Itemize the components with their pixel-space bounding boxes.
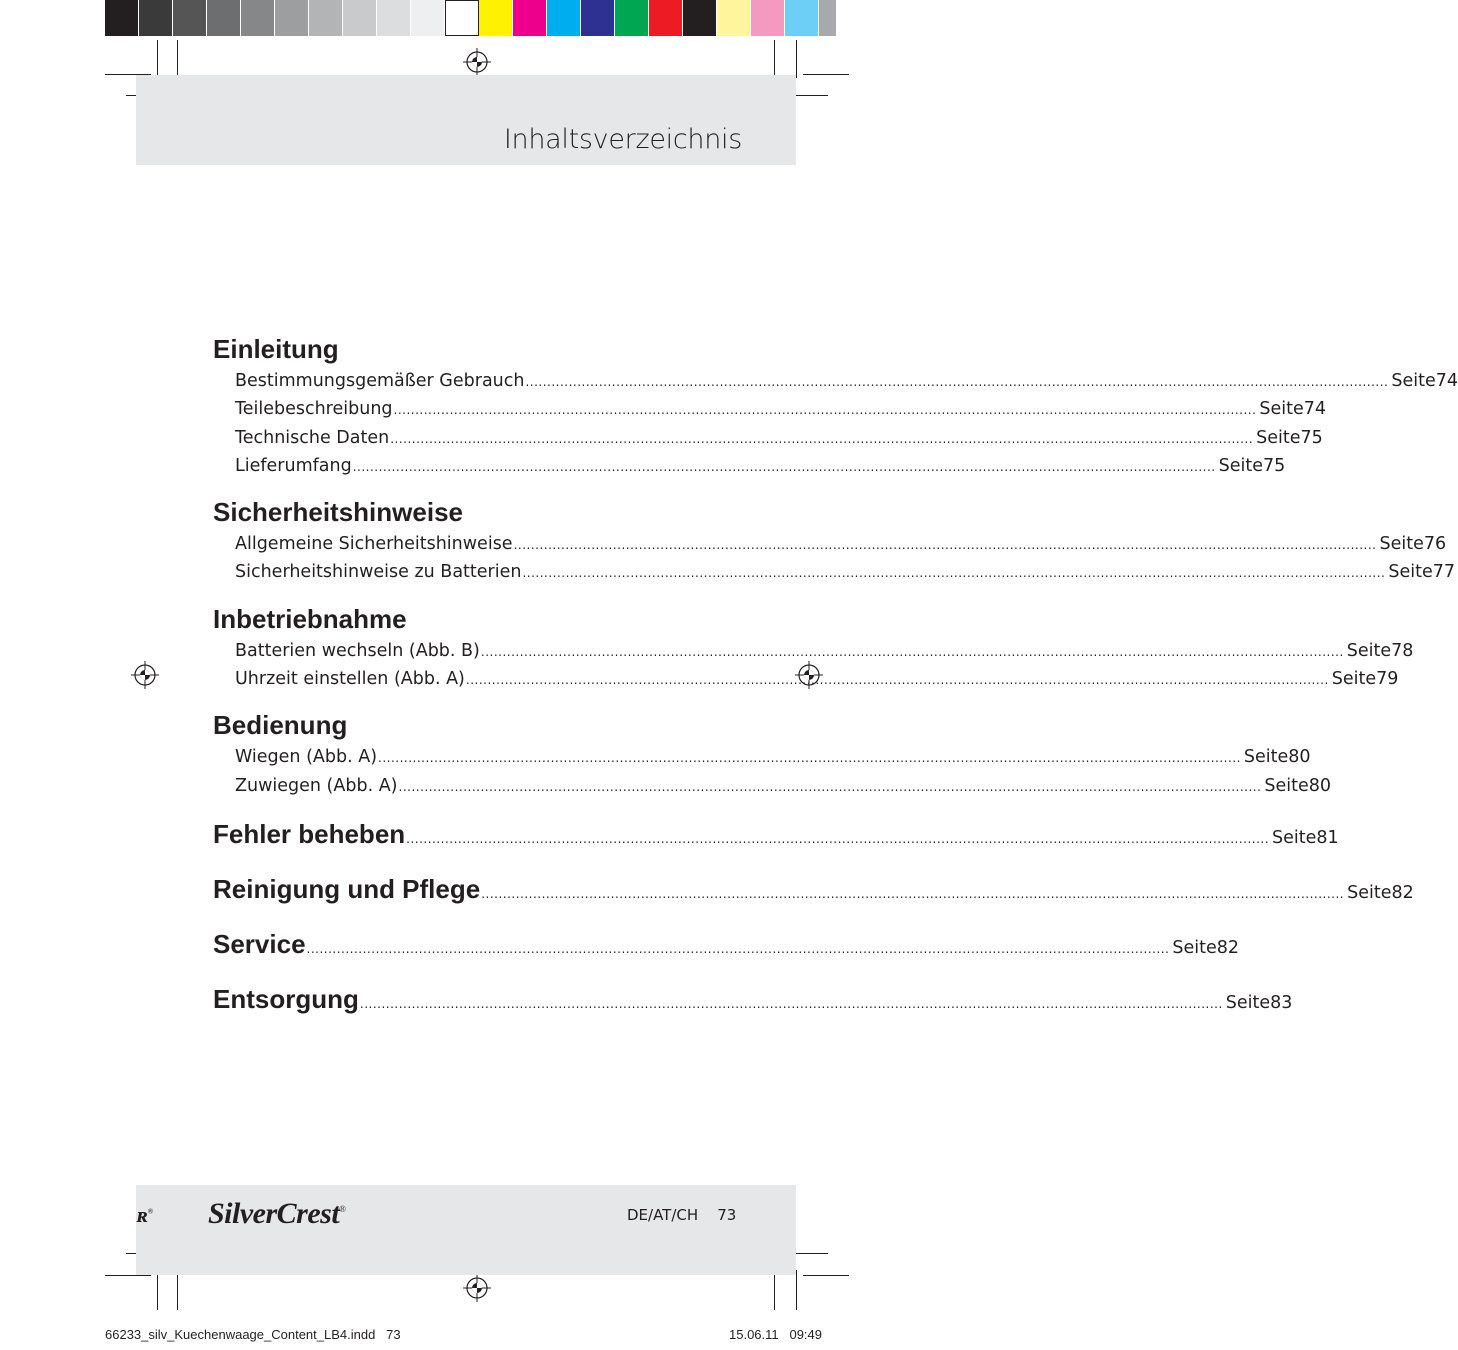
toc-entry-label: Sicherheitshinweise zu Batterien: [235, 562, 522, 583]
toc-entry: [213, 744, 1311, 772]
dot-leader: ........................................................................................................................................................................................................: [513, 538, 1377, 553]
color-swatch: [615, 0, 649, 36]
dot-leader: ........................................................................................................................................................................................................: [522, 566, 1386, 581]
toc-standalone-entry: [213, 980, 1293, 1018]
brand-logo: SilverCrest®: [208, 1197, 346, 1230]
color-swatch: [649, 0, 683, 36]
toc-page-number: 74: [1303, 399, 1327, 420]
toc-seite-label: Seite: [1391, 371, 1436, 391]
registration-mark-icon: [131, 661, 159, 689]
brand-name: SilverCrest: [208, 1197, 340, 1230]
crop-mark: [796, 40, 797, 78]
toc-seite-label: Seite: [1347, 882, 1392, 903]
color-swatch: [173, 0, 207, 36]
toc-page-number: 76: [1423, 534, 1447, 555]
toc-entry: [213, 638, 1414, 666]
toc-entry: [213, 773, 1332, 801]
toc-page-number: 82: [1391, 882, 1414, 903]
toc-entry-label: Bestimmungsgemäßer Gebrauch: [235, 371, 525, 391]
dot-leader: ........................................................................................................................................................................................................: [406, 831, 1270, 846]
toc-section: [213, 600, 1414, 695]
toc-entry-label: Zuwiegen (Abb. A): [235, 775, 398, 796]
page-title: Inhaltsverzeichnis: [503, 124, 742, 155]
color-swatch: [785, 0, 819, 36]
toc-seite-label: Seite: [1218, 455, 1263, 476]
crop-mark: [177, 1270, 178, 1310]
color-swatch: [683, 0, 717, 36]
toc-page-number: 78: [1391, 640, 1414, 661]
color-swatch: [207, 0, 241, 36]
crop-mark: [177, 40, 178, 78]
toc-page-number: 74: [1435, 371, 1458, 391]
toc-seite-label: Seite: [1264, 775, 1309, 796]
toc-seite-label: Seite: [1388, 562, 1433, 583]
toc-page-number: 82: [1216, 937, 1240, 958]
crop-mark: [803, 74, 849, 75]
registration-mark-icon: [463, 48, 491, 76]
color-swatch: [343, 0, 377, 36]
toc-entry-label: Wiegen (Abb. A): [235, 747, 378, 768]
toc-entry: [213, 531, 1447, 559]
color-swatch: [479, 0, 513, 36]
toc-entry-label: Uhrzeit einstellen (Abb. A): [235, 669, 465, 690]
toc-section-heading: Fehler beheben: [213, 818, 406, 849]
partial-logo: ʀ®: [137, 1202, 153, 1227]
toc-entry-label: Teilebeschreibung: [235, 399, 393, 420]
toc-seite-label: Seite: [1379, 534, 1424, 555]
toc-section: [213, 706, 1332, 801]
footer-region-page: DE/AT/CH 73: [627, 1206, 737, 1224]
toc-seite-label: Seite: [1256, 427, 1301, 448]
toc-entry: [213, 453, 1286, 481]
toc-page-number: 77: [1432, 562, 1455, 583]
dot-leader: ........................................................................................................................................................................................................: [378, 751, 1241, 766]
toc-page-number: 80: [1288, 747, 1311, 768]
color-swatch: [275, 0, 309, 36]
registration-mark-icon: [463, 1274, 491, 1302]
color-swatch: [241, 0, 275, 36]
color-swatch: [513, 0, 547, 36]
toc-section-heading: Service: [213, 928, 306, 959]
toc-standalone-entry: [213, 925, 1240, 963]
toc-entry: [213, 396, 1327, 424]
toc-seite-label: Seite: [1331, 669, 1377, 690]
dot-leader: ........................................................................................................................................................................................................: [525, 375, 1389, 389]
toc-seite-label: Seite: [1346, 640, 1392, 661]
slug-date-info: 15.06.11 09:49: [729, 1327, 823, 1342]
crop-mark: [796, 1270, 797, 1310]
color-swatch: [139, 0, 173, 36]
toc-page-number: 75: [1263, 455, 1286, 476]
dot-leader: ........................................................................................................................................................................................................: [359, 996, 1223, 1011]
toc-seite-label: Seite: [1225, 992, 1271, 1013]
color-swatch: [751, 0, 785, 36]
crop-mark: [157, 40, 158, 78]
toc-seite-label: Seite: [1243, 747, 1289, 768]
toc-section-heading: Sicherheitshinweise: [213, 497, 463, 528]
toc-page-number: 75: [1300, 427, 1323, 448]
color-swatch: [105, 0, 139, 36]
toc-entry: [213, 425, 1323, 453]
toc-entry-label: Technische Daten: [235, 427, 390, 448]
toc-entry: [213, 666, 1399, 694]
toc-entry-label: Allgemeine Sicherheitshinweise: [235, 534, 513, 555]
color-swatch: [309, 0, 343, 36]
toc-seite-label: Seite: [1259, 399, 1304, 420]
toc-section-heading: Reinigung und Pflege: [213, 873, 481, 904]
toc-page-number: 83: [1270, 992, 1293, 1013]
crop-mark: [803, 1275, 849, 1276]
color-swatch: [819, 0, 837, 36]
toc-section-heading: Bedienung: [213, 710, 348, 741]
toc-page-number: 81: [1316, 827, 1339, 848]
toc-section: [213, 493, 1455, 588]
crop-mark: [105, 1275, 151, 1276]
toc-page-number: 80: [1308, 775, 1332, 796]
dot-leader: ........................................................................................................................................................................................................: [306, 941, 1170, 956]
color-swatch: [411, 0, 445, 36]
color-swatch: [581, 0, 615, 36]
dot-leader: ........................................................................................................................................................................................................: [480, 644, 1344, 659]
crop-mark: [157, 1270, 158, 1310]
color-calibration-bar: [105, 0, 837, 36]
toc-page-number: 79: [1376, 669, 1399, 690]
dot-leader: ........................................................................................................................................................................................................: [390, 431, 1254, 446]
toc-entry-label: Lieferumfang: [235, 455, 352, 476]
color-swatch: [717, 0, 751, 36]
toc-entry: [213, 368, 1458, 396]
dot-leader: ........................................................................................................................................................................................................: [352, 459, 1216, 474]
color-swatch: [547, 0, 581, 36]
color-swatch: [377, 0, 411, 36]
toc-section-heading: Entsorgung: [213, 983, 359, 1014]
dot-leader: ........................................................................................................................................................................................................: [465, 673, 1329, 688]
dot-leader: ........................................................................................................................................................................................................: [481, 886, 1345, 901]
toc-standalone-entry: [213, 870, 1414, 908]
crop-mark: [774, 40, 775, 78]
dot-leader: ........................................................................................................................................................................................................: [393, 403, 1257, 418]
toc-seite-label: Seite: [1272, 827, 1317, 848]
toc-entry-label: Batterien wechseln (Abb. B): [235, 640, 480, 661]
toc-standalone-entry: [213, 815, 1339, 853]
toc-section-heading: Einleitung: [213, 334, 339, 364]
toc-entry: [213, 559, 1455, 587]
toc-section: [213, 330, 1458, 481]
table-of-contents: [213, 330, 1458, 1018]
toc-seite-label: Seite: [1172, 937, 1217, 958]
crop-mark: [774, 1270, 775, 1310]
toc-section-heading: Inbetriebnahme: [213, 603, 407, 634]
dot-leader: ........................................................................................................................................................................................................: [398, 779, 1262, 794]
slug-file-info: 66233_silv_Kuechenwaage_Content_LB4.indd 73: [105, 1327, 401, 1342]
color-swatch: [445, 0, 479, 36]
